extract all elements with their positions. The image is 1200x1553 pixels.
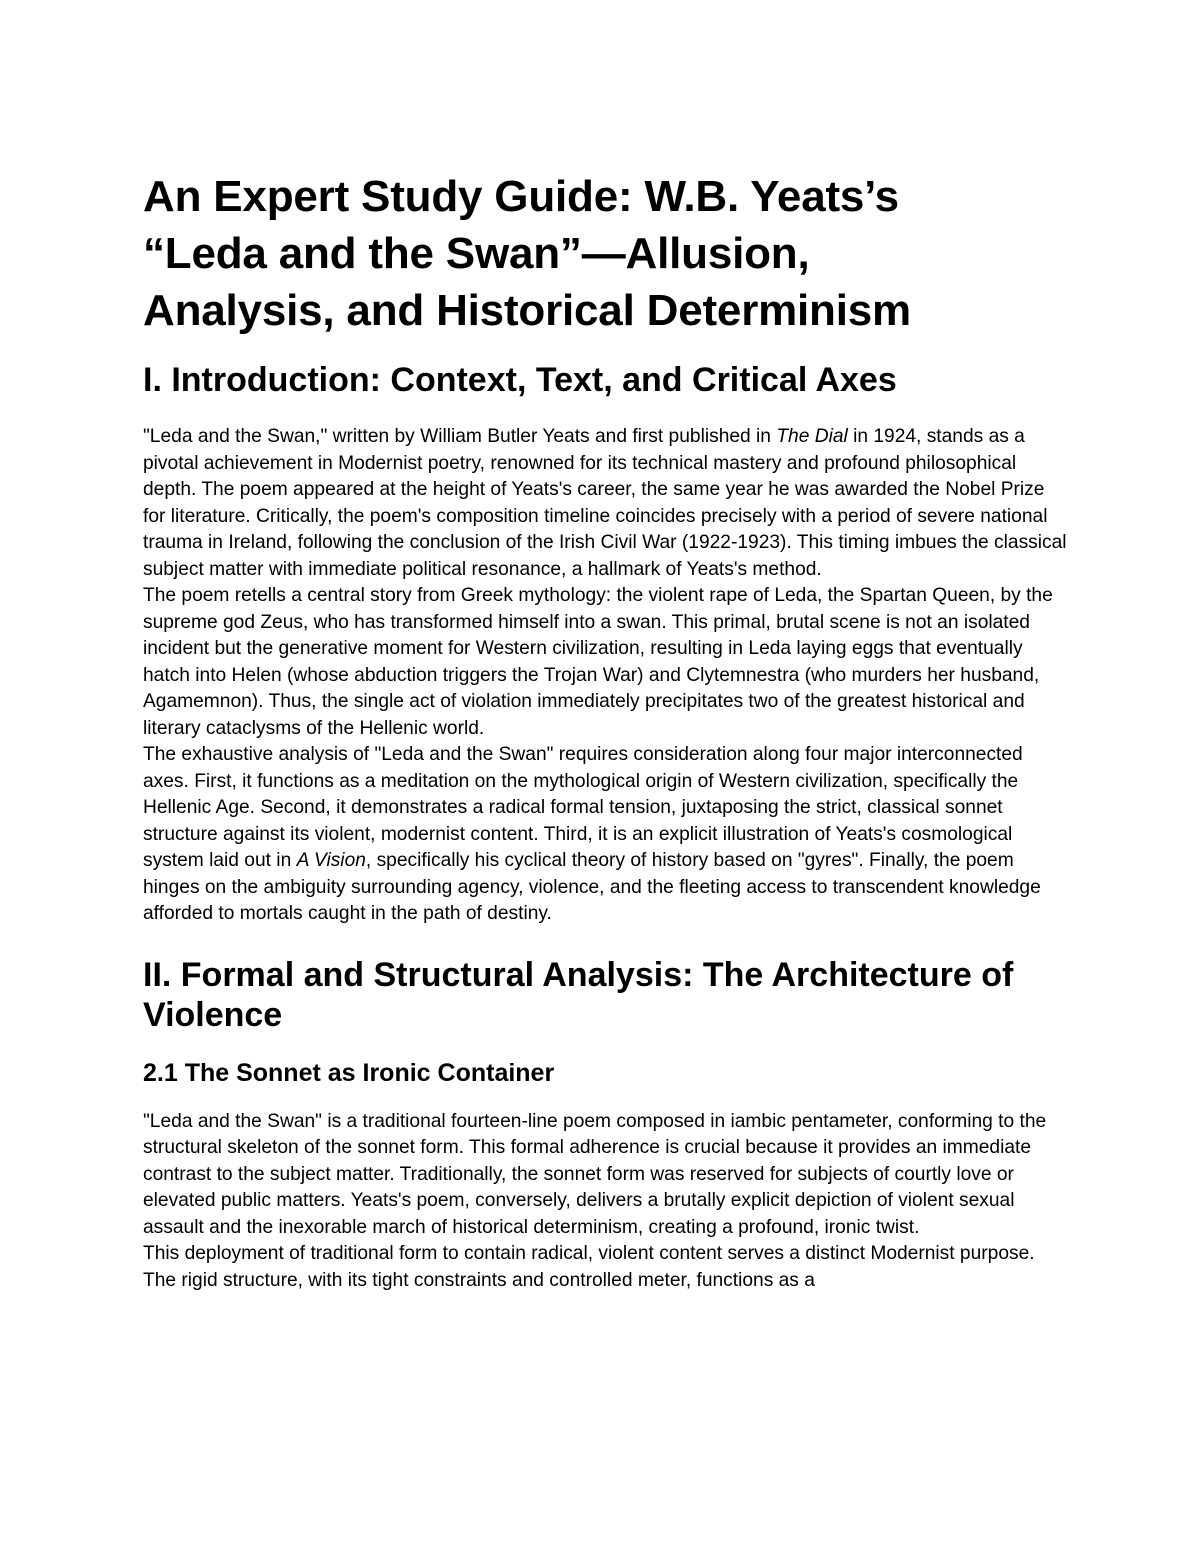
subsection-2-1-paragraph-1: "Leda and the Swan" is a traditional fourteen-line poem composed in iambic pentameter, conforming to the structural skeleton of the sonnet form. This formal adherence is crucial because it provides an immediate contrast to the subject matter. Traditionally, the sonnet form was reserved for subjects of courtly love or elevated public matters. Yeats's poem, conversely, delivers a brutally explicit depiction of violent sexual assault and the inexorable march of historical determinism, creating a profound, ironic twist.	[143, 1110, 1047, 1238]
section-1-paragraph-3	[143, 742, 1068, 928]
section-2-heading-line-1: II. Formal and Structural Analysis: The Architecture of	[143, 955, 1014, 994]
paragraph-text: The exhaustive analysis of "Leda and the Swan" requires consideration along four major interconnected axes. First, it functions as a meditation on the mythological origin of Western civilization, specifically the Hellenic Age. Second, it demonstrates a radical formal tension, juxtaposing the strict, classical sonnet structure against its violent, modernist content. Third, it is an explicit illustration of Yeats's cosmological system laid out in	[143, 744, 1023, 871]
title-line-1: An Expert Study Guide: W.B. Yeats’s	[143, 172, 899, 221]
subsection-2-1-paragraph-2: This deployment of traditional form to contain radical, violent content serves a distinct Modernist purpose. The rigid structure, with its tight constraints and controlled meter, functions as a	[143, 1243, 1035, 1291]
subsection-2-1-heading: 2.1 The Sonnet as Ironic Container	[143, 1058, 555, 1087]
section-1-paragraph-1	[143, 424, 1068, 583]
document-page	[143, 168, 1068, 1294]
subsection-2-1-body	[143, 1109, 1068, 1295]
section-2-heading	[143, 955, 1068, 1035]
publication-title: The Dial	[776, 426, 848, 447]
section-1-paragraph-2: The poem retells a central story from Greek mythology: the violent rape of Leda, the Spartan Queen, by the supreme god Zeus, who has transformed himself into a swan. This primal, brutal scene is not an isolated incident but the generative moment for Western civilization, resulting in Leda laying eggs that eventually hatch into Helen (whose abduction triggers the Trojan War) and Clytemnestra (who murders her husband, Agamemnon). Thus, the single act of violation immediately precipitates two of the greatest historical and literary cataclysms of the Hellenic world.	[143, 585, 1053, 739]
book-title: A Vision	[296, 850, 366, 871]
title-line-3: Analysis, and Historical Determinism	[143, 286, 911, 335]
section-1-heading: I. Introduction: Context, Text, and Critical Axes	[143, 361, 897, 399]
document-title	[143, 168, 1068, 339]
paragraph-text: , specifically his cyclical theory of history based on "gyres". Finally, the poem hinges on the ambiguity surrounding agency, violence, and the fleeting access to transcendent knowledge afforded to mortals caught in the path of destiny.	[143, 850, 1041, 924]
section-1-body	[143, 424, 1068, 928]
paragraph-text: in 1924, stands as a pivotal achievement in Modernist poetry, renowned for its technical mastery and profound philosophical depth. The poem appeared at the height of Yeats's career, the same year he was awarded the Nobel Prize for literature. Critically, the poem's composition timeline coincides precisely with a period of severe national trauma in Ireland, following the conclusion of the Irish Civil War (1922-1923). This timing imbues the classical subject matter with immediate political resonance, a hallmark of Yeats's method.	[143, 426, 1067, 580]
title-line-2: “Leda and the Swan”—Allusion,	[143, 229, 810, 278]
paragraph-text: "Leda and the Swan," written by William Butler Yeats and first published in	[143, 426, 777, 447]
section-2-heading-line-2: Violence	[143, 995, 283, 1034]
